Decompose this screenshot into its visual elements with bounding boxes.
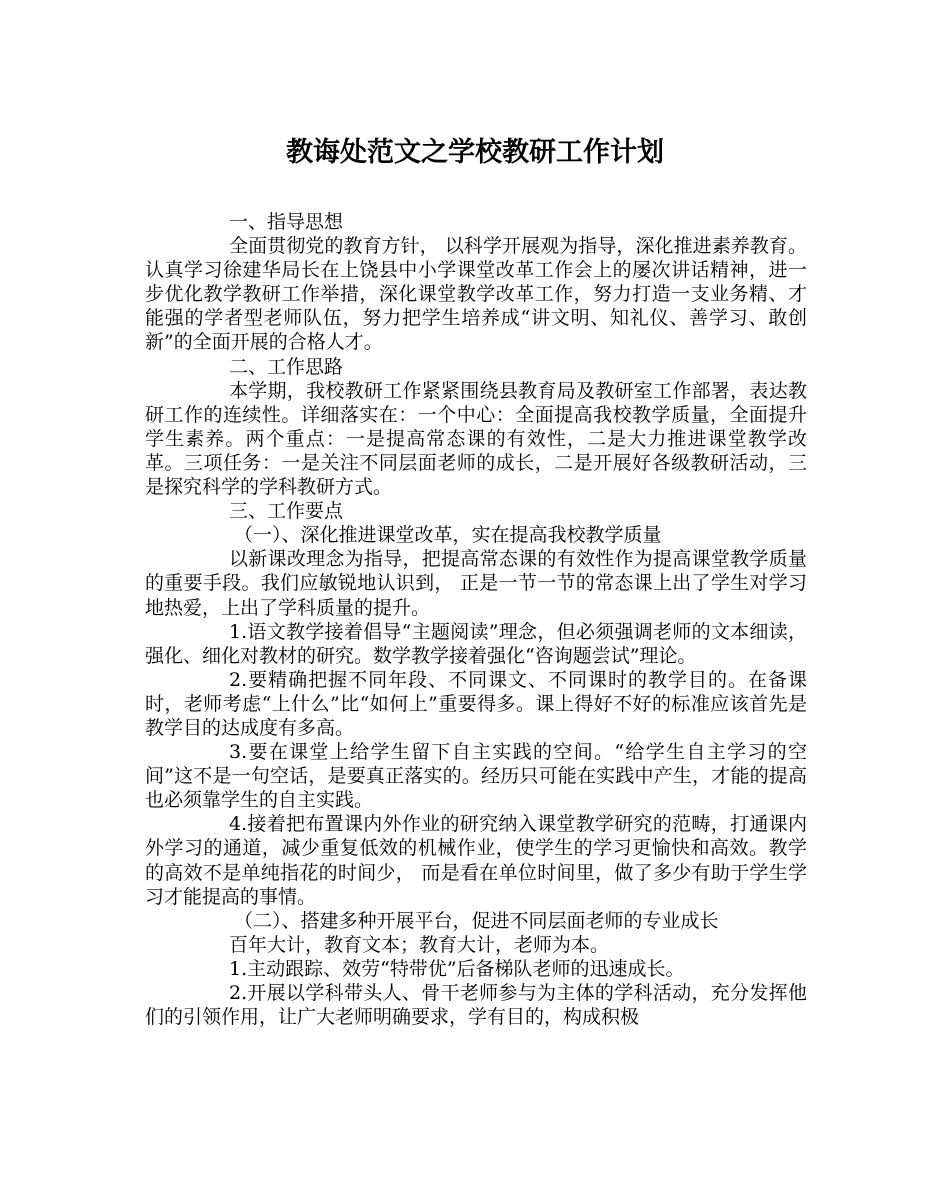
- paragraph-classroom-reform-intro: 以新课改理念为指导，把提高常态课的有效性作为提高课堂教学质量的重要手段。我们应敏锐地认识到， 正是一节一节的常态课上出了学生对学习地热爱，上出了学科质量的提升。: [145, 548, 807, 619]
- document-body: [145, 210, 807, 1029]
- paragraph-teacher-growth-intro: 百年大计，教育文本；教育大计，老师为本。: [229, 933, 610, 956]
- list-item-2-teaching-goals: 2.要精确把握不同年段、不同课文、不同课时的教学目的。在备课时，老师考虑“上什么”比“如何上”重要得多。课上得好不好的标准应该首先是教学目的达成度有多高。: [145, 668, 807, 739]
- section-heading-work-approach: 二、工作思路: [229, 355, 344, 378]
- section-heading-guiding-thought: 一、指导思想: [229, 211, 344, 233]
- list-item-3-practice-space: 3.要在课堂上给学生留下自主实践的空间。“给学生自主学习的空间”这不是一句空话，是要真正落实的。经历只可能在实践中产生，才能的提高也必须靠学生的自主实践。: [145, 741, 807, 812]
- list-item-2-subject-activities: 2.开展以学科带头人、骨干老师参与为主体的学科活动，充分发挥他们的引领作用，让广大老师明确要求，学有目的，构成积极: [145, 982, 807, 1029]
- subsection-heading-teacher-growth: （二）、搭建多种开展平台，促进不同层面老师的专业成长: [234, 909, 719, 932]
- list-item-1-chinese-teaching: 1.语文教学接着倡导“主题阅读”理念，但必须强调老师的文本细读，强化、细化对教材的研究。数学教学接着强化“咨询题尝试”理论。: [145, 620, 807, 667]
- paragraph-work-approach: 本学期，我校教研工作紧紧围绕县教育局及教研室工作部署，表达教研工作的连续性。详细落实在：一个中心：全面提高我校教学质量，全面提升学生素养。两个重点：一是提高常态课的有效性，二是大力推进课堂教学改革。三项任务：一是关注不同层面老师的成长，二是开展好各级教研活动，三是探究科学的学科教研方式。: [145, 379, 807, 499]
- paragraph-guiding-thought: 全面贯彻党的教育方针， 以科学开展观为指导，深化推进素养教育。认真学习徐建华局长在上饶县中小学课堂改革工作会上的屡次讲话精神，进一步优化教学教研工作举措，深化课堂教学改革工作，努力打造一支业务精、才能强的学者型老师队伍，努力把学生培养成“讲文明、知礼仪、善学习、敢创新”的全面开展的合格人才。: [145, 235, 807, 354]
- document-title: 教诲处范文之学校教研工作计划: [286, 137, 664, 168]
- section-heading-key-points: 三、工作要点: [229, 500, 344, 523]
- subsection-heading-classroom-reform: （一）、深化推进课堂改革，实在提高我校教学质量: [234, 524, 662, 547]
- list-item-4-homework-research: 4.接着把布置课内外作业的研究纳入课堂教学研究的范畴，打通课内外学习的通道，减少重复低效的机械作业，使学生的学习更愉快和高效。教学的高效不是单纯指花的时间少， 而是看在单位时间里，做了多少有助于学生学习才能提高的事情。: [145, 813, 807, 908]
- list-item-1-reserve-teachers: 1.主动跟踪、效劳“特带优”后备梯队老师的迅速成长。: [229, 957, 685, 980]
